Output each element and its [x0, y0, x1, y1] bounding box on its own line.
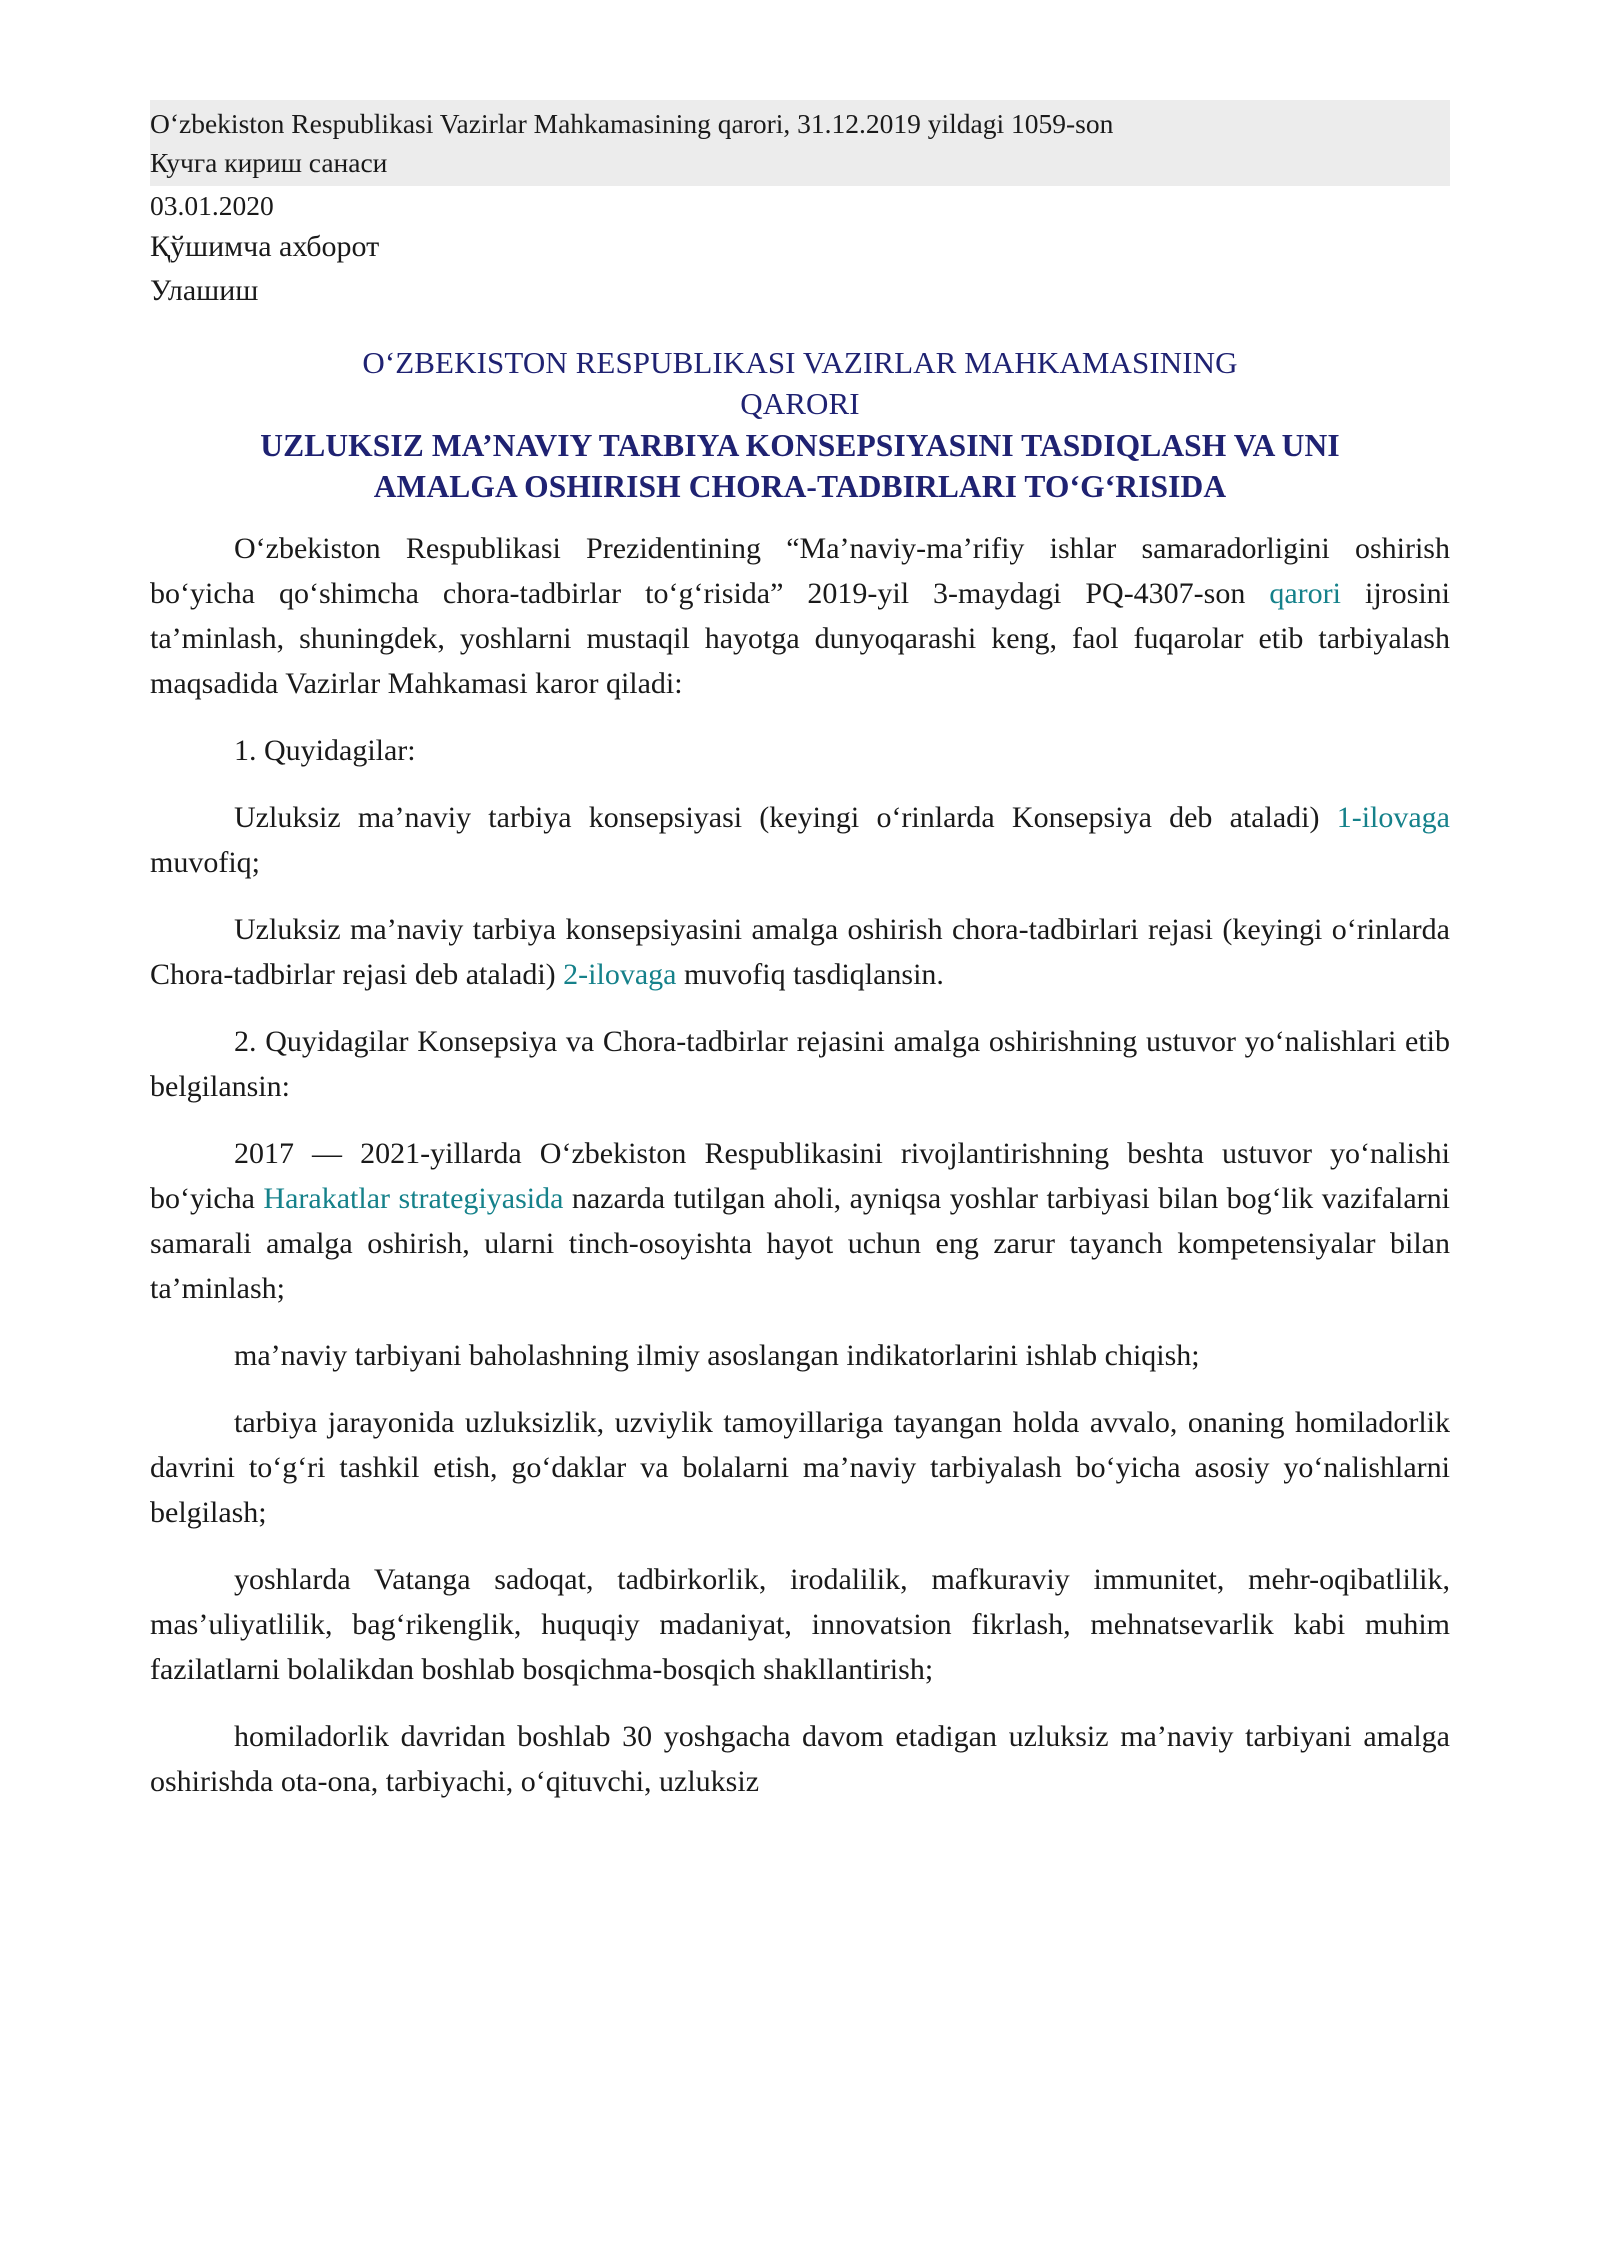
paragraph-item-2: 2. Quyidagilar Konsepsiya va Chora-tadbirlar rejasini amalga oshirishning ustuvor yo‘nalishlari etib belgilansin: [150, 1025, 1450, 1104]
paragraph-tarbiya-jarayoni: tarbiya jarayonida uzluksizlik, uzviylik tamoyillariga tayangan holda avvalo, onaning homiladorlik davrini to‘g‘ri tashkil etish, go‘daklar va bolalarni ma’naviy tarbiyalash bo‘yicha asosiy yo‘nalishlarni belgilash; [150, 1406, 1450, 1530]
document-meta-header [150, 100, 1450, 312]
effective-date-value: 03.01.2020 [150, 190, 274, 222]
decree-reference-line: O‘zbekiston Respublikasi Vazirlar Mahkamasining qarori, 31.12.2019 yildagi 1059-son [150, 108, 1114, 139]
paragraph-konsepsiya [150, 795, 1450, 885]
link-harakatlar-strategiyasida[interactable]: Harakatlar strategiyasida [263, 1182, 564, 1216]
konsepsiya-text-before-link: Uzluksiz ma’naviy tarbiya konsepsiyasi (keyingi o‘rinlarda Konsepsiya deb ataladi) [234, 801, 1337, 835]
document-title-block [150, 342, 1450, 508]
strategiya-text-before-link: 2017 — 2021-yillarda O‘zbekiston Respublikasini rivojlantirishning beshta ustuvor yo‘nalishi bo‘yicha [150, 1137, 1450, 1216]
preamble-text-after-link: ijrosini ta’minlash, shuningdek, yoshlarni mustaqil hayotga dunyoqarashi keng, faol fuqarolar etib tarbiyalash maqsadida Vazirlar Mahkamasi karor qiladi: [150, 577, 1450, 701]
effective-date-label: Кучга кириш санаси [150, 147, 388, 179]
chora-text-before-link: Uzluksiz ma’naviy tarbiya konsepsiyasini amalga oshirish chora-tadbirlari rejasi (keyingi o‘rinlarda Chora-tadbirlar rejasi deb ataladi) [150, 913, 1450, 992]
paragraph-preamble [150, 526, 1450, 706]
chora-text-after-link: muvofiq tasdiqlansin. [676, 958, 944, 992]
title-subject-line-2: AMALGA OSHIRISH CHORA-TADBIRLARI TO‘G‘RISIDA [373, 469, 1227, 505]
link-ilova-2[interactable]: 2-ilovaga [563, 958, 677, 992]
link-ilova-1[interactable]: 1-ilovaga [1336, 801, 1450, 835]
paragraph-item-1: 1. Quyidagilar: [234, 734, 416, 768]
title-authority-line: O‘ZBEKISTON RESPUBLIKASI VAZIRLAR MAHKAMASINING [362, 345, 1238, 381]
konsepsiya-text-after-link: muvofiq; [150, 846, 260, 880]
paragraph-strategiya [150, 1131, 1450, 1311]
paragraph-indikatorlar: ma’naviy tarbiyani baholashning ilmiy asoslangan indikatorlarini ishlab chiqish; [234, 1339, 1200, 1373]
strategiya-text-after-link: nazarda tutilgan aholi, ayniqsa yoshlar tarbiyasi bilan bog‘lik vazifalarni samarali amalga oshirish, ularni tinch-osoyishta hayot uchun eng zarur tayanch kompetensiyalar bilan ta’minlash; [150, 1182, 1451, 1306]
extra-info-link[interactable]: Қўшимча ахборот [150, 230, 380, 264]
share-link[interactable]: Улашиш [150, 273, 259, 307]
paragraph-yoshlarda-fazilatlar: yoshlarda Vatanga sadoqat, tadbirkorlik, irodalilik, mafkuraviy immunitet, mehr-oqibatlilik, mas’uliyatlilik, bag‘rikenglik, huquqiy madaniyat, innovatsion fikrlash, mehnatsevarlik kabi muhim fazilatlarni bolalikdan boshlab bosqichma-bosqich shakllantirish; [150, 1563, 1450, 1687]
meta-highlight-band [150, 100, 1450, 186]
link-qarori[interactable]: qarori [1269, 577, 1341, 611]
title-subject-line-1: UZLUKSIZ MA’NAVIY TARBIYA KONSEPSIYASINI TASDIQLASH VA UNI [260, 427, 1340, 463]
preamble-text-before-link: O‘zbekiston Respublikasi Prezidentining “Ma’naviy-ma’rifiy ishlar samaradorligini oshirish bo‘yicha qo‘shimcha chora-tadbirlar to‘g‘risida” 2019-yil 3-maydagi PQ-4307-son [150, 532, 1450, 611]
document-body [150, 526, 1450, 1804]
paragraph-homiladorlik: homiladorlik davridan boshlab 30 yoshgacha davom etadigan uzluksiz ma’naviy tarbiyani amalga oshirishda ota-ona, tarbiyachi, o‘qituvchi, uzluksiz [150, 1720, 1450, 1799]
title-doctype-line: QARORI [740, 386, 860, 422]
paragraph-chora-tadbirlar [150, 907, 1450, 997]
